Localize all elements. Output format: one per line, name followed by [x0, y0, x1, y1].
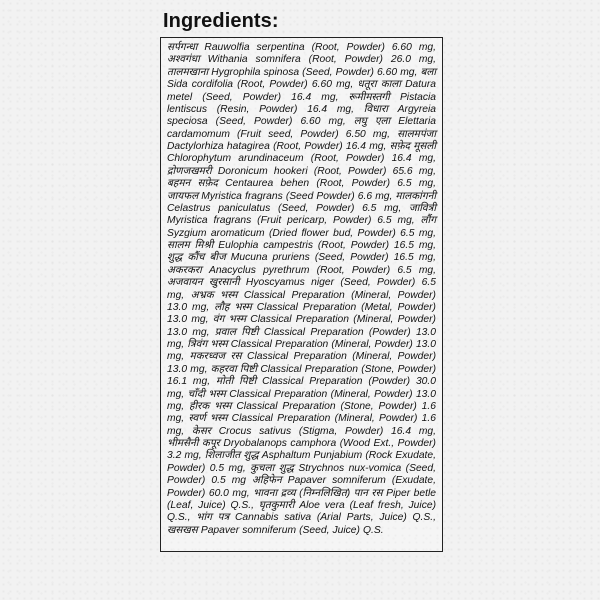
ingredients-heading: Ingredients:: [163, 10, 279, 32]
ingredients-text: सर्पगन्धा Rauwolfia serpentina (Root, Powder) 6.60 mg, अश्वगंधा Withania somnifera (Root, Powder) 26.0 mg, तालमखाना Hygrophila spinosa (Seed, Powder) 6.60 mg, बला Sida cordifolia (Root, Powder) 6.60 mg, धतूरा काला Datura metel (Seed, Powder) 16.4 mg, रूमीमस्तगी Pistacia lentiscus (Resin, Powder) 16.4 mg, विधारा Argyreia speciosa (Seed, Powder) 6.60 mg, लघु एला Elettaria cardamomum (Fruit seed, Powder) 6.50 mg, सालमपंजा Dactylorhiza hatagirea (Root, Powder) 16.4 mg, सफ़ेद मूसली Chlorophytum arundinaceum (Root, Powder) 16.4 mg, द्रोणजखमरी Doronicum hookeri (Root, Powder) 65.6 mg, बहमन सफ़ेद Centaurea behen (Root, Powder) 6.5 mg, जायफल Myristica fragrans (Seed Powder) 6.6 mg, मालकांगनी Celastrus paniculatus (Seed, Powder) 6.5 mg, जावित्री Myristica fragrans (Fruit pericarp, Powder) 6.5 mg, लौंग Syzgium aromaticum (Dried flower bud, Powder) 6.5 mg, सालम मिश्री Eulophia campestris (Root, Powder) 16.5 mg, शुद्ध कौंच बीज Mucuna pruriens (Seed, Powder) 16.5 mg, अकरकरा Anacyclus pyrethrum (Root, Powder) 6.5 mg, अजवायन खुरसानी Hyoscyamus niger (Seed, Powder) 6.5 mg, अभ्रक भस्म Classical Preparation (Mineral, Powder) 13.0 mg, लौह भस्म Classical Preparation (Metal, Powder) 13.0 mg, वंग भस्म Classical Preparation (Mineral, Powder) 13.0 mg, प्रवाल पिष्टी Classical Preparation (Powder) 13.0 mg, त्रिवंग भस्म Classical Preparation (Mineral, Powder) 13.0 mg, मकरध्वज रस Classical Preparation (Mineral, Powder) 13.0 mg, कहरवा पिष्टी Classical Preparation (Stone, Powder) 16.1 mg, मोती पिष्टी Classical Preparation (Powder) 30.0 mg, चाँदी भस्म Classical Preparation (Mineral, Powder) 13.0 mg, हीरक भस्म Classical Preparation (Stone, Powder) 1.6 mg, स्वर्ण भस्म Classical Preparation (Mineral, Powder) 1.6 mg, केसर Crocus sativus (Stigma, Powder) 16.4 mg, भीमसैनी कपूर Dryobalanops camphora (Wood Ext., Powder) 3.2 mg, शिलाजीत शुद्ध Asphaltum Punjabium (Rock Exudate, Powder) 0.5 mg, कुचला शुद्ध Strychnos nux-vomica (Seed, Powder) 0.5 mg अहिफेन Papaver somniferum (Exudate, Powder) 60.0 mg, भावना द्रव्य (निम्नलिखित) पान रस Piper betle (Leaf, Juice) Q.S., घृतकुमारी Aloe vera (Leaf fresh, Juice) Q.S., भांग पत्र Cannabis sativa (Arial Parts, Juice) Q.S., खसखस Papaver somniferum (Seed, Juice) Q.S.: [167, 42, 436, 536]
ingredients-box: [160, 37, 443, 552]
